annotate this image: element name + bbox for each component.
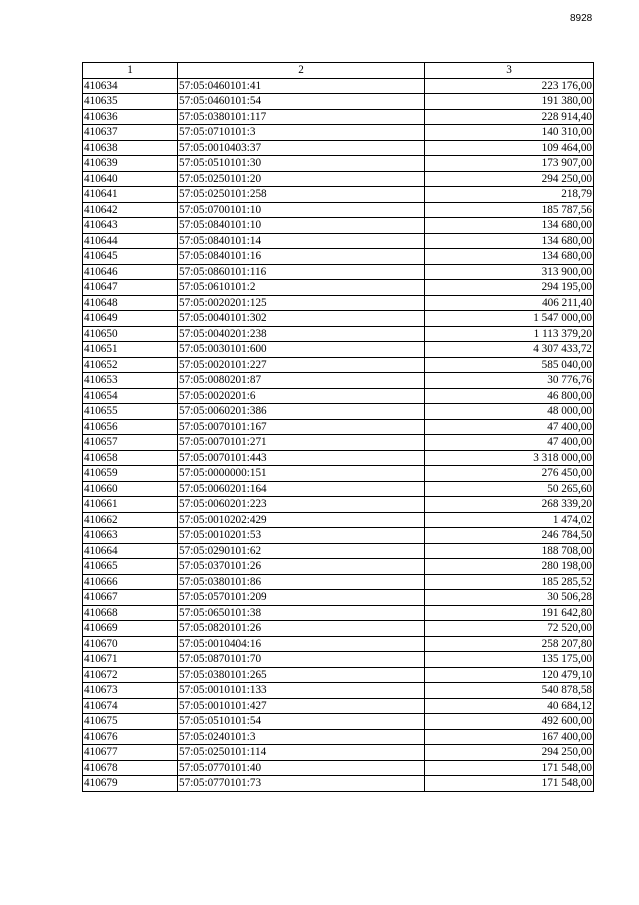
table-row: [83, 326, 594, 342]
table-row: [83, 698, 594, 714]
cadastral-number-cell: 57:05:0070101:167: [178, 419, 425, 435]
cadastral-number-cell: 57:05:0770101:40: [178, 760, 425, 776]
cadastral-value-cell: 47 400,00: [425, 435, 594, 451]
cadastral-value-cell: 48 000,00: [425, 404, 594, 420]
row-number-cell: 410658: [83, 450, 178, 466]
cadastral-value-cell: 173 907,00: [425, 156, 594, 172]
row-number-cell: 410679: [83, 776, 178, 792]
cadastral-number-cell: 57:05:0460101:41: [178, 78, 425, 94]
row-number-cell: 410651: [83, 342, 178, 358]
table-row: [83, 373, 594, 389]
cadastral-number-cell: 57:05:0840101:14: [178, 233, 425, 249]
cadastral-value-cell: 313 900,00: [425, 264, 594, 280]
cadastral-value-cell: 30 506,28: [425, 590, 594, 606]
cadastral-number-cell: 57:05:0250101:258: [178, 187, 425, 203]
cadastral-number-cell: 57:05:0290101:62: [178, 543, 425, 559]
row-number-cell: 410640: [83, 171, 178, 187]
cadastral-value-cell: 30 776,76: [425, 373, 594, 389]
table-row: [83, 404, 594, 420]
row-number-cell: 410657: [83, 435, 178, 451]
cadastral-value-cell: 134 680,00: [425, 218, 594, 234]
cadastral-number-cell: 57:05:0010201:53: [178, 528, 425, 544]
cadastral-number-cell: 57:05:0070101:271: [178, 435, 425, 451]
cadastral-number-cell: 57:05:0070101:443: [178, 450, 425, 466]
row-number-cell: 410648: [83, 295, 178, 311]
cadastral-number-cell: 57:05:0060201:223: [178, 497, 425, 513]
table-row: [83, 667, 594, 683]
table-row: [83, 481, 594, 497]
table-row: [83, 419, 594, 435]
table-row: [83, 156, 594, 172]
row-number-cell: 410643: [83, 218, 178, 234]
table-row: [83, 729, 594, 745]
cadastral-value-cell: 258 207,80: [425, 636, 594, 652]
table-row: [83, 543, 594, 559]
cadastral-number-cell: 57:05:0700101:10: [178, 202, 425, 218]
cadastral-number-cell: 57:05:0010403:37: [178, 140, 425, 156]
cadastral-number-cell: 57:05:0020201:6: [178, 388, 425, 404]
cadastral-number-cell: 57:05:0860101:116: [178, 264, 425, 280]
table-row: [83, 466, 594, 482]
cadastral-number-cell: 57:05:0610101:2: [178, 280, 425, 296]
row-number-cell: 410673: [83, 683, 178, 699]
table-row: [83, 78, 594, 94]
cadastral-value-cell: 167 400,00: [425, 729, 594, 745]
cadastral-number-cell: 57:05:0840101:10: [178, 218, 425, 234]
row-number-cell: 410644: [83, 233, 178, 249]
cadastral-value-table: [82, 62, 594, 792]
cadastral-number-cell: 57:05:0010101:133: [178, 683, 425, 699]
cadastral-value-cell: 134 680,00: [425, 249, 594, 265]
cadastral-value-cell: 1 474,02: [425, 512, 594, 528]
cadastral-value-cell: 188 708,00: [425, 543, 594, 559]
table-row: [83, 636, 594, 652]
cadastral-value-cell: 280 198,00: [425, 559, 594, 575]
cadastral-number-cell: 57:05:0040201:238: [178, 326, 425, 342]
cadastral-value-cell: 294 250,00: [425, 171, 594, 187]
cadastral-number-cell: 57:05:0010101:427: [178, 698, 425, 714]
cadastral-number-cell: 57:05:0060201:386: [178, 404, 425, 420]
cadastral-value-cell: 585 040,00: [425, 357, 594, 373]
cadastral-number-cell: 57:05:0250101:20: [178, 171, 425, 187]
cadastral-number-cell: 57:05:0080201:87: [178, 373, 425, 389]
table-row: [83, 295, 594, 311]
table-row: [83, 683, 594, 699]
cadastral-number-cell: 57:05:0840101:16: [178, 249, 425, 265]
row-number-cell: 410677: [83, 745, 178, 761]
table-row: [83, 264, 594, 280]
cadastral-value-cell: 406 211,40: [425, 295, 594, 311]
row-number-cell: 410634: [83, 78, 178, 94]
row-number-cell: 410670: [83, 636, 178, 652]
row-number-cell: 410664: [83, 543, 178, 559]
cadastral-number-cell: 57:05:0380101:86: [178, 574, 425, 590]
row-number-cell: 410646: [83, 264, 178, 280]
cadastral-value-cell: 540 878,58: [425, 683, 594, 699]
cadastral-value-cell: 294 250,00: [425, 745, 594, 761]
cadastral-value-cell: 218,79: [425, 187, 594, 203]
table-row: [83, 590, 594, 606]
cadastral-value-cell: 185 787,56: [425, 202, 594, 218]
cadastral-number-cell: 57:05:0010404:16: [178, 636, 425, 652]
cadastral-value-cell: 135 175,00: [425, 652, 594, 668]
row-number-cell: 410637: [83, 125, 178, 141]
cadastral-value-cell: 46 800,00: [425, 388, 594, 404]
cadastral-value-cell: 171 548,00: [425, 776, 594, 792]
cadastral-number-cell: 57:05:0380101:117: [178, 109, 425, 125]
row-number-cell: 410661: [83, 497, 178, 513]
cadastral-number-cell: 57:05:0370101:26: [178, 559, 425, 575]
table-row: [83, 574, 594, 590]
cadastral-value-cell: 40 684,12: [425, 698, 594, 714]
cadastral-value-cell: 4 307 433,72: [425, 342, 594, 358]
row-number-cell: 410665: [83, 559, 178, 575]
table-row: [83, 171, 594, 187]
row-number-cell: 410653: [83, 373, 178, 389]
table-row: [83, 218, 594, 234]
cadastral-value-cell: 268 339,20: [425, 497, 594, 513]
cadastral-value-cell: 185 285,52: [425, 574, 594, 590]
table-row: [83, 512, 594, 528]
cadastral-value-cell: 120 479,10: [425, 667, 594, 683]
cadastral-value-cell: 246 784,50: [425, 528, 594, 544]
table-row: [83, 233, 594, 249]
cadastral-value-cell: 228 914,40: [425, 109, 594, 125]
cadastral-number-cell: 57:05:0010202:429: [178, 512, 425, 528]
table-row: [83, 745, 594, 761]
row-number-cell: 410650: [83, 326, 178, 342]
cadastral-value-cell: 134 680,00: [425, 233, 594, 249]
row-number-cell: 410654: [83, 388, 178, 404]
table-row: [83, 249, 594, 265]
cadastral-number-cell: 57:05:0710101:3: [178, 125, 425, 141]
table-row: [83, 760, 594, 776]
table-row: [83, 621, 594, 637]
cadastral-value-cell: 276 450,00: [425, 466, 594, 482]
cadastral-value-cell: 171 548,00: [425, 760, 594, 776]
table-header-row: [83, 63, 594, 79]
row-number-cell: 410652: [83, 357, 178, 373]
row-number-cell: 410655: [83, 404, 178, 420]
row-number-cell: 410671: [83, 652, 178, 668]
row-number-cell: 410649: [83, 311, 178, 327]
cadastral-number-cell: 57:05:0820101:26: [178, 621, 425, 637]
table-row: [83, 94, 594, 110]
table-row: [83, 605, 594, 621]
table-row: [83, 559, 594, 575]
row-number-cell: 410659: [83, 466, 178, 482]
row-number-cell: 410669: [83, 621, 178, 637]
cadastral-value-cell: 191 380,00: [425, 94, 594, 110]
table-row: [83, 388, 594, 404]
column-header-2: 2: [178, 63, 425, 79]
cadastral-number-cell: 57:05:0030101:600: [178, 342, 425, 358]
row-number-cell: 410675: [83, 714, 178, 730]
cadastral-value-cell: 223 176,00: [425, 78, 594, 94]
table-row: [83, 450, 594, 466]
table-row: [83, 714, 594, 730]
row-number-cell: 410647: [83, 280, 178, 296]
table-row: [83, 528, 594, 544]
cadastral-number-cell: 57:05:0510101:30: [178, 156, 425, 172]
cadastral-number-cell: 57:05:0380101:265: [178, 667, 425, 683]
row-number-cell: 410645: [83, 249, 178, 265]
table-row: [83, 187, 594, 203]
table-row: [83, 776, 594, 792]
cadastral-value-cell: 50 265,60: [425, 481, 594, 497]
row-number-cell: 410672: [83, 667, 178, 683]
row-number-cell: 410667: [83, 590, 178, 606]
cadastral-value-cell: 3 318 000,00: [425, 450, 594, 466]
cadastral-number-cell: 57:05:0060201:164: [178, 481, 425, 497]
row-number-cell: 410638: [83, 140, 178, 156]
row-number-cell: 410676: [83, 729, 178, 745]
cadastral-value-cell: 1 547 000,00: [425, 311, 594, 327]
cadastral-value-cell: 140 310,00: [425, 125, 594, 141]
cadastral-number-cell: 57:05:0250101:114: [178, 745, 425, 761]
cadastral-value-cell: 1 113 379,20: [425, 326, 594, 342]
cadastral-value-cell: 191 642,80: [425, 605, 594, 621]
row-number-cell: 410656: [83, 419, 178, 435]
row-number-cell: 410636: [83, 109, 178, 125]
cadastral-number-cell: 57:05:0650101:38: [178, 605, 425, 621]
cadastral-number-cell: 57:05:0510101:54: [178, 714, 425, 730]
cadastral-number-cell: 57:05:0570101:209: [178, 590, 425, 606]
cadastral-number-cell: 57:05:0240101:3: [178, 729, 425, 745]
table-body: [83, 78, 594, 791]
row-number-cell: 410660: [83, 481, 178, 497]
cadastral-number-cell: 57:05:0020101:227: [178, 357, 425, 373]
cadastral-number-cell: 57:05:0770101:73: [178, 776, 425, 792]
page-number: 8928: [570, 13, 593, 24]
table-row: [83, 202, 594, 218]
table-row: [83, 125, 594, 141]
cadastral-value-cell: 72 520,00: [425, 621, 594, 637]
cadastral-number-cell: 57:05:0000000:151: [178, 466, 425, 482]
row-number-cell: 410678: [83, 760, 178, 776]
column-header-1: 1: [83, 63, 178, 79]
cadastral-value-cell: 47 400,00: [425, 419, 594, 435]
row-number-cell: 410641: [83, 187, 178, 203]
cadastral-number-cell: 57:05:0020201:125: [178, 295, 425, 311]
row-number-cell: 410642: [83, 202, 178, 218]
row-number-cell: 410666: [83, 574, 178, 590]
row-number-cell: 410674: [83, 698, 178, 714]
table-row: [83, 311, 594, 327]
table-row: [83, 652, 594, 668]
table-row: [83, 280, 594, 296]
cadastral-number-cell: 57:05:0870101:70: [178, 652, 425, 668]
cadastral-value-cell: 294 195,00: [425, 280, 594, 296]
cadastral-value-cell: 109 464,00: [425, 140, 594, 156]
table-row: [83, 435, 594, 451]
cadastral-number-cell: 57:05:0460101:54: [178, 94, 425, 110]
row-number-cell: 410668: [83, 605, 178, 621]
table-row: [83, 140, 594, 156]
column-header-3: 3: [425, 63, 594, 79]
row-number-cell: 410639: [83, 156, 178, 172]
row-number-cell: 410662: [83, 512, 178, 528]
cadastral-number-cell: 57:05:0040101:302: [178, 311, 425, 327]
row-number-cell: 410635: [83, 94, 178, 110]
row-number-cell: 410663: [83, 528, 178, 544]
cadastral-value-cell: 492 600,00: [425, 714, 594, 730]
table-row: [83, 109, 594, 125]
table-row: [83, 342, 594, 358]
table-row: [83, 497, 594, 513]
table-row: [83, 357, 594, 373]
